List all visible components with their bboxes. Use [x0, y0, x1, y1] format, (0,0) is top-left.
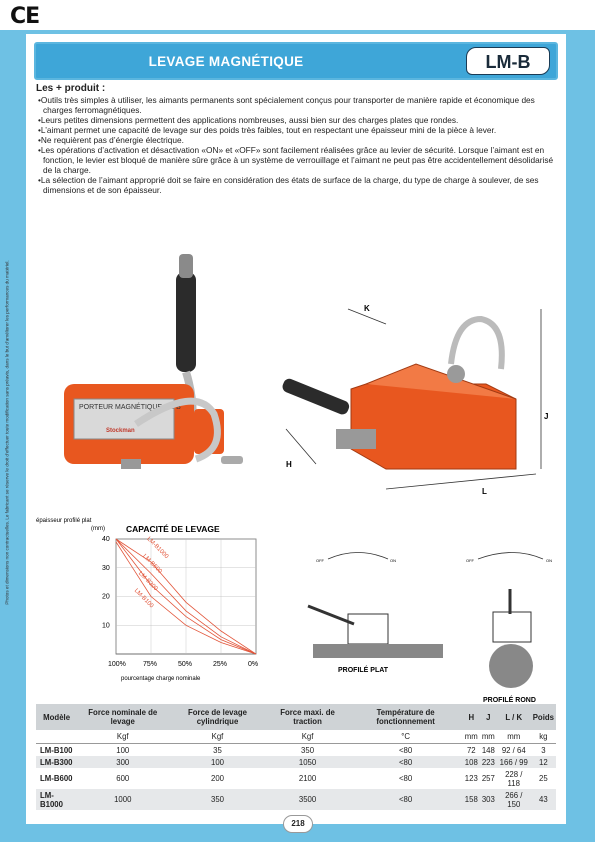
chart-xlabel: pourcentage charge nominale [121, 676, 201, 682]
series-label: LM-B1000 [145, 536, 170, 560]
table-cell: LM-B1000 [36, 789, 77, 810]
table-cell: 223 [481, 757, 495, 767]
page-number: 218 [283, 815, 313, 833]
unit-cell: mm [463, 730, 480, 744]
col-header: Modèle [36, 704, 77, 730]
col-header: Force maxi. de traction [267, 704, 349, 730]
feature-item: • Outils très simples à utiliser, les aimants permanents sont spécialement conçus pour transporter de manière rapide et économique des charges ferromagnétiques. [36, 95, 556, 115]
on-label: ON [390, 558, 396, 563]
plate-text: PORTEUR MAGNÉTIQUE LM-B [79, 404, 181, 411]
table-cell: 43 [531, 789, 556, 810]
series-label: LM-B600 [141, 553, 163, 575]
chart-ylabel: épaisseur profilé plat [36, 518, 92, 524]
unit-cell: Kgf [168, 730, 266, 744]
table-cell: 148 [481, 745, 495, 755]
x-tick-label: 75% [143, 661, 158, 668]
features-section [36, 84, 556, 195]
table-cell: 3500 [267, 789, 349, 810]
col-header: Température de fonctionnement [348, 704, 462, 730]
table-cell: 100 [77, 744, 168, 757]
profile-diagrams [288, 544, 558, 704]
table-cell: 108 [464, 757, 478, 767]
series-label: LM-B300 [136, 570, 159, 593]
dim-h-label: H [286, 460, 292, 469]
table-row [36, 768, 556, 789]
table-cell: 35 [168, 744, 266, 757]
table-cell: 200 [168, 768, 266, 789]
page-header [34, 42, 558, 80]
table-cell: LM-B300 [36, 756, 77, 768]
unit-cell: mm [497, 730, 531, 744]
table-cell: 92 / 64 [497, 744, 531, 757]
off-label: OFF [316, 558, 324, 563]
table-cell: 300 [77, 756, 168, 768]
on-label: ON [546, 558, 552, 563]
col-header: H [463, 704, 480, 730]
table-cell: <80 [348, 744, 462, 757]
table-cell: 303 [480, 789, 497, 810]
table-units-row [36, 730, 556, 744]
table-cell: LM-B100 [36, 744, 77, 757]
unit-cell: kg [531, 730, 556, 744]
table-cell: 2100 [267, 768, 349, 789]
table-header-row [36, 704, 556, 730]
off-label: OFF [466, 558, 474, 563]
feature-item: • Leurs petites dimensions permettent des applications nombreuses, aussi bien sur des charges plates que rondes. [36, 115, 556, 125]
flat-profile-label: PROFILÉ PLAT [338, 667, 389, 674]
table-cell: 12 [531, 756, 556, 768]
top-band [0, 0, 595, 30]
table-cell: 100 [168, 756, 266, 768]
spec-table [36, 704, 556, 810]
features-title: Les + produit : [36, 83, 106, 94]
table-cell: 1050 [267, 756, 349, 768]
table-cell: 600 [77, 768, 168, 789]
chart-title: CAPACITÉ DE LEVAGE [126, 524, 220, 534]
table-cell: <80 [348, 789, 462, 810]
col-header: Force nominale de levage [77, 704, 168, 730]
page-title: LEVAGE MAGNÉTIQUE [148, 54, 304, 69]
feature-item: • Ne requièrent pas d’énergie électrique. [36, 135, 556, 145]
x-tick-label: 25% [213, 661, 228, 668]
flat-profile-diagram [308, 553, 443, 675]
sidebar-disclaimer [2, 110, 12, 760]
unit-cell [36, 730, 77, 744]
product-photo [46, 244, 256, 494]
table-cell: 350 [168, 789, 266, 810]
unit-cell: Kgf [77, 730, 168, 744]
unit-cell: mm [480, 730, 497, 744]
table-row [36, 789, 556, 810]
dim-l-label: L [482, 487, 487, 496]
feature-item: • L’aimant permet une capacité de levage sur des poids très faibles, tout en respectant une épaisseur mini de la pièce à lever. [36, 125, 556, 135]
table-cell: 228 / 118 [497, 768, 531, 789]
feature-item: • La sélection de l’aimant approprié doit se faire en considération des états de surface de la charge, du type de charge à soulever, de ses dimensions et de son épaisseur. [36, 175, 556, 195]
col-header: Poids [531, 704, 556, 730]
table-cell: 123 [463, 768, 480, 789]
table-cell: 25 [531, 768, 556, 789]
y-tick-label: 40 [102, 536, 110, 543]
ce-mark: CE [10, 4, 40, 29]
table-cell: 350 [267, 744, 349, 757]
capacity-chart [36, 514, 266, 684]
y-tick-label: 20 [102, 593, 110, 601]
feature-item: • Les opérations d’activation et désactivation «ON» et «OFF» sont facilement réalisées grâce au levier de sécurité. Lorsque l’aimant est en fonction, le levier est bloqué de manière sûre grâce à un système de verrouillage et l’aimant ne peut pas être accidentellement désolidarisé de la charge. [36, 145, 556, 175]
col-header: J [480, 704, 497, 730]
table-row [36, 744, 556, 757]
table-row [36, 756, 556, 768]
table-cell: LM-B600 [36, 768, 77, 789]
y-tick-label: 10 [102, 622, 110, 630]
content-panel [26, 34, 566, 824]
series-label: LM-B100 [132, 587, 155, 610]
brand-label: Stockman [106, 428, 135, 434]
table-cell: 158 [463, 789, 480, 810]
x-tick-label: 0% [248, 661, 259, 668]
table-cell: 257 [480, 768, 497, 789]
table-cell: 1000 [77, 789, 168, 810]
dim-j-label: J [544, 412, 549, 421]
dim-k-label: K [364, 304, 370, 313]
disclaimer-text: Photos et dimensions non contractuelles. Le fabricant se réserve le droit d'effectuer toute modification sans préavis, dans le but d'améliorer les performances du matériel. [4, 260, 10, 605]
chart-yunit: (mm) [91, 526, 105, 532]
model-badge: LM-B [466, 47, 550, 75]
table-cell: 72 [463, 744, 480, 757]
x-tick-label: 100% [108, 661, 126, 668]
col-header: Force de levage cylindrique [168, 704, 266, 730]
round-profile-diagram [466, 553, 552, 705]
round-profile-label: PROFILÉ ROND [483, 697, 536, 704]
col-header: L / K [497, 704, 531, 730]
table-cell: <80 [348, 756, 462, 768]
table-cell: 166 / 99 [497, 756, 531, 768]
x-tick-label: 50% [178, 661, 193, 668]
table-cell: <80 [348, 768, 462, 789]
y-tick-label: 30 [102, 564, 110, 572]
table-cell: 3 [531, 744, 556, 757]
unit-cell: Kgf [267, 730, 349, 744]
unit-cell: °C [348, 730, 462, 744]
table-cell: 266 / 150 [497, 789, 531, 810]
dimension-drawing [256, 289, 556, 504]
features-list [36, 95, 556, 195]
